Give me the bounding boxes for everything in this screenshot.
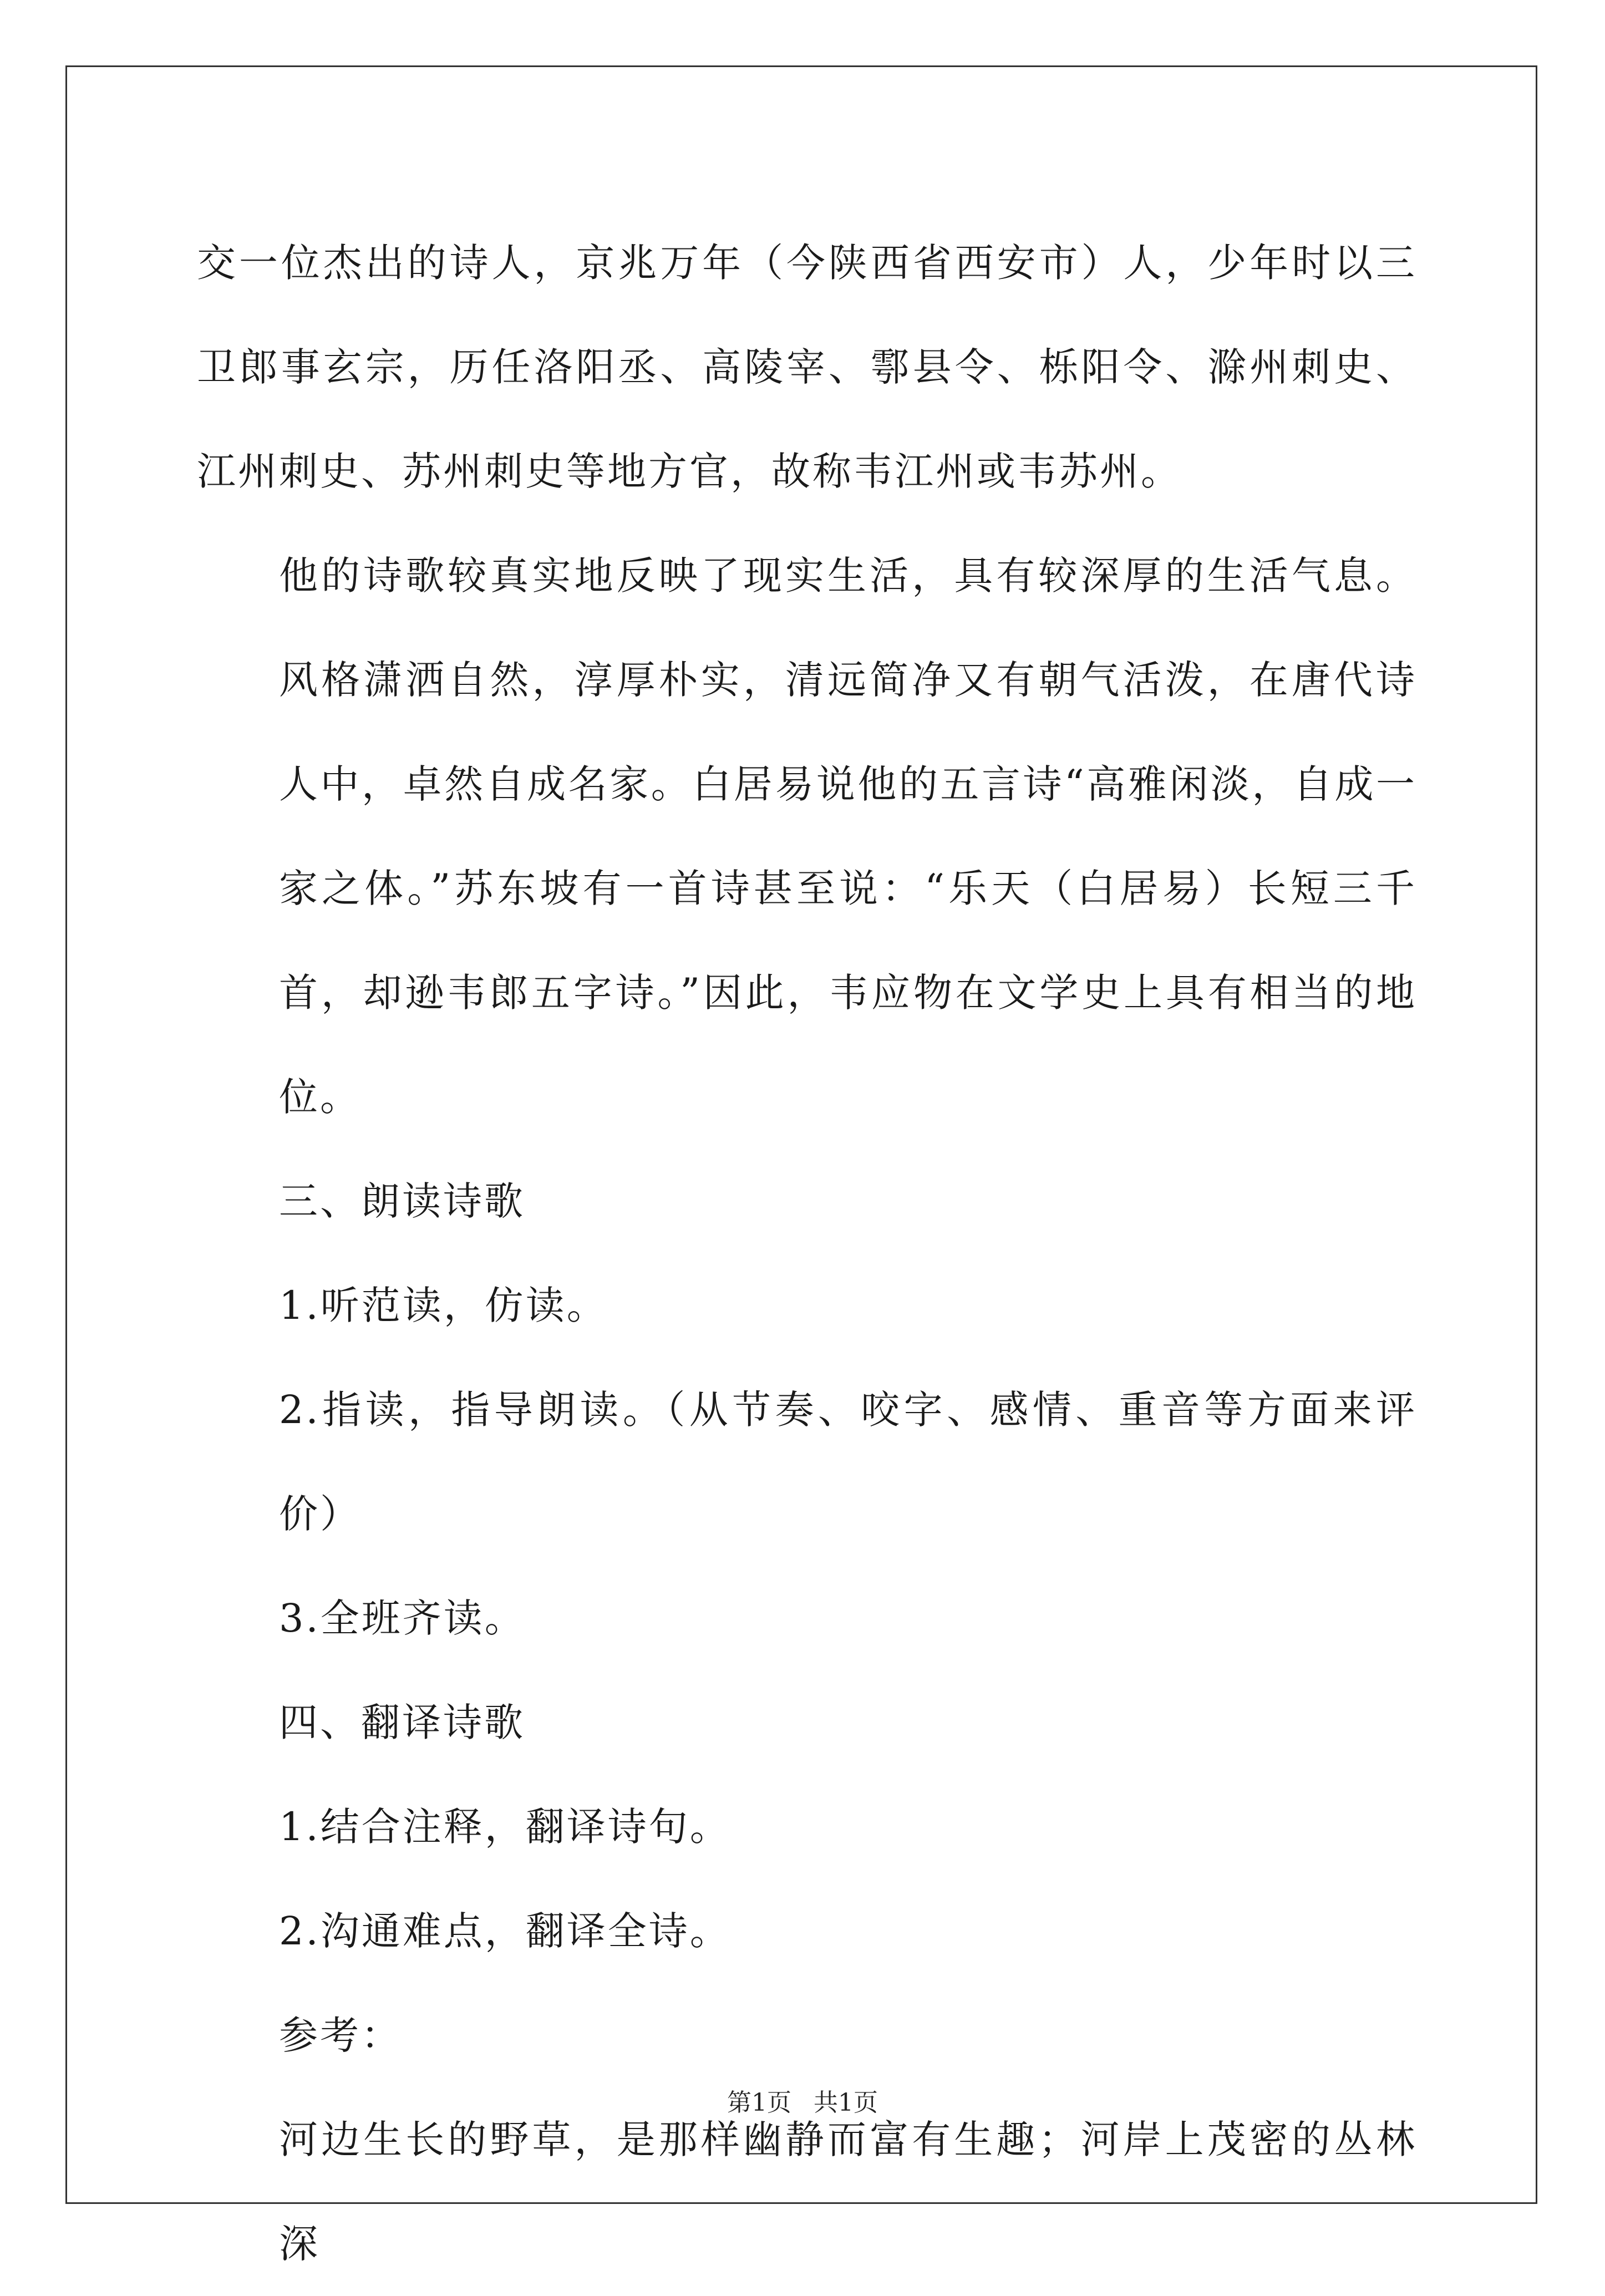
page-number: 第1页 (727, 2089, 791, 2117)
section-heading-read-poem: 三、朗读诗歌 (279, 1179, 525, 1224)
section-heading-translate-poem: 四、翻译诗歌 (279, 1700, 525, 1745)
list-item-class-read: 3.全班齐读。 (279, 1596, 526, 1641)
reference-label: 参考： (279, 2013, 402, 2058)
list-item-translate-lines: 1.结合注释，翻译诗句。 (279, 1804, 731, 1850)
list-item-translate-whole: 2.沟通难点，翻译全诗。 (279, 1908, 731, 1954)
list-item-guided-read: 2.指读，指导朗读。（从节奏、咬字、感情、重音等方面来评价） (279, 1387, 1417, 1537)
list-item-listen-read: 1.听范读，仿读。 (279, 1283, 608, 1328)
paragraph-poetry-style: 他的诗歌较真实地反映了现实生活，具有较深厚的生活气息。风格潇洒自然，淳厚朴实，清远简净又有朝气活泼，在唐代诗人中，卓然自成名家。白居易说他的五言诗“高雅闲淡，自成一家之体。”苏东坡有一首诗甚至说：“乐天（白居易）长短三千首，却逊韦郎五字诗。”因此，韦应物在文学史上具有相当的地位。 (279, 553, 1417, 1120)
page-total: 共1页 (814, 2089, 878, 2117)
paragraph-reference-translation: 河边生长的野草，是那样幽静而富有生趣；河岸上茂密的丛林深 (279, 2117, 1417, 2267)
page-footer (0, 2087, 1605, 2119)
paragraph-poet-intro: 交一位杰出的诗人，京兆万年（今陕西省西安市）人，少年时以三卫郎事玄宗，历任洛阳丞、高陵宰、鄠县令、栎阳令、滁州刺史、江州刺史、苏州刺史等地方官，故称韦江州或韦苏州。 (197, 240, 1417, 494)
document-body (197, 211, 1417, 2296)
